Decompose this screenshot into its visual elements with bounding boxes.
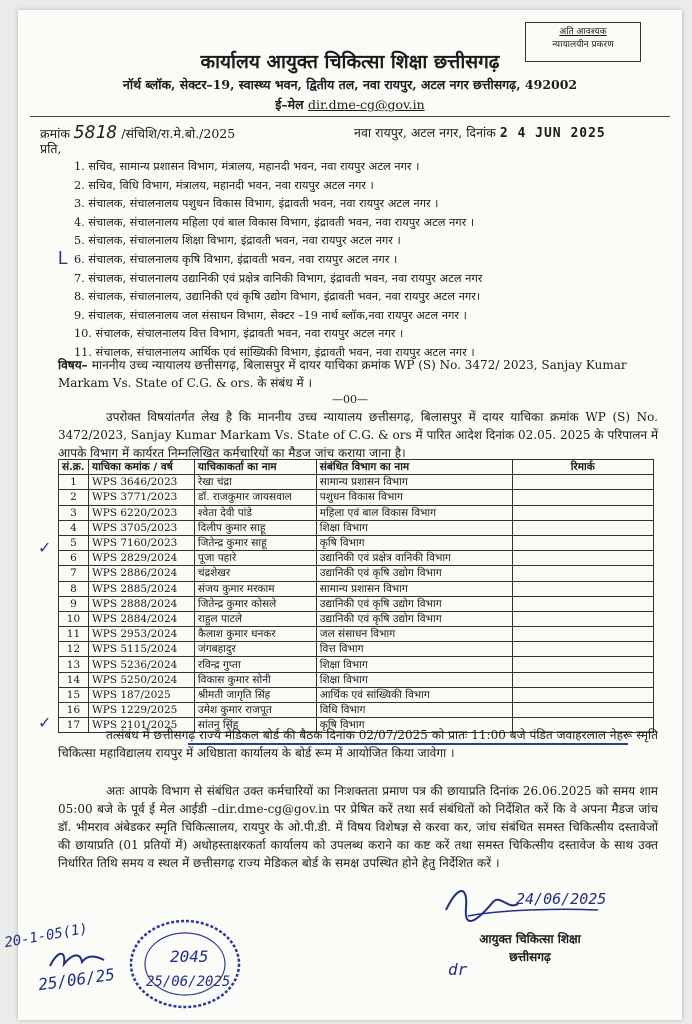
recipient-list	[74, 158, 482, 363]
cell-petitioner: रेखा चंद्रा	[194, 475, 316, 490]
recipient-item: 1. सचिव, सामान्य प्रशासन विभाग, मंत्रालय, महानदी भवन, नवा रायपुर अटल नगर ।	[74, 160, 420, 173]
cell-sno: 5	[59, 535, 89, 550]
ref-suffix: /संचिशि/रा.मे.बो./2025	[121, 126, 236, 141]
cell-remark	[512, 627, 654, 642]
table-row	[59, 566, 654, 581]
col-petition: याचिका कमांक / वर्ष	[88, 460, 194, 475]
recipient-item: 10. संचालक, संचालनालय वित्त विभाग, इंद्रावती भवन, नवा रायपुर अटल नगर ।	[74, 327, 404, 341]
cell-petitioner: श्वेता देवी पांडे	[194, 505, 316, 520]
recipient-item: 11. संचालक, संचालनालय आर्थिक एवं सांख्यिकी विभाग, इंद्रावती भवन, नवा रायपुर अटल नगर ।	[74, 345, 475, 359]
handwritten-underline	[188, 743, 628, 745]
cell-petitioner: सांतनु सिंह	[194, 718, 316, 733]
cell-petition: WPS 3705/2023	[88, 520, 194, 535]
cell-petition: WPS 2953/2024	[88, 627, 194, 642]
cell-petition: WPS 3646/2023	[88, 475, 194, 490]
recipient-item: 3. संचालक, संचालनालय पशुधन विकास विभाग, इंद्रावती भवन, नवा रायपुर अटल नगर ।	[74, 197, 439, 211]
col-department: संबंधित विभाग का नाम	[316, 460, 512, 475]
section-divider: —00—	[332, 393, 368, 406]
cell-petition: WPS 3771/2023	[88, 490, 194, 505]
cell-sno: 10	[59, 611, 89, 626]
cell-petition: WPS 5236/2024	[88, 657, 194, 672]
table-row	[59, 551, 654, 566]
signatory-line-2: छत्तीसगढ़	[509, 950, 551, 964]
cell-sno: 3	[59, 505, 89, 520]
cell-sno: 4	[59, 520, 89, 535]
cell-petition: WPS 2101/2025	[88, 718, 194, 733]
cell-department: जल संसाधन विभाग	[316, 627, 512, 642]
cell-remark	[512, 520, 654, 535]
cell-petitioner: जितेन्द्र कुमार कोसले	[194, 596, 316, 611]
cell-petitioner: विकास कुमार सोनी	[194, 672, 316, 687]
cell-department: सामान्य प्रशासन विभाग	[316, 475, 512, 490]
cell-remark	[512, 657, 654, 672]
cell-petition: WPS 1229/2025	[88, 703, 194, 718]
table-row	[59, 657, 654, 672]
subject-text: माननीय उच्च न्यायालय छत्तीसगढ़, बिलासपुर में दायर याचिका क्रमांक WP (S) No. 3472/ 2023, Sanjay Kumar Markam Vs. State of C.G. & ors. के संबंध में ।	[58, 358, 627, 390]
cell-remark	[512, 611, 654, 626]
place-date	[354, 124, 606, 141]
receipt-stamp	[126, 916, 244, 1012]
cell-sno: 14	[59, 672, 89, 687]
cell-sno: 15	[59, 687, 89, 702]
cell-sno: 2	[59, 490, 89, 505]
reference-line	[40, 122, 235, 143]
cell-remark	[512, 505, 654, 520]
office-title: कार्यालय आयुक्त चिकित्सा शिक्षा छत्तीसगढ़	[200, 51, 500, 73]
cell-petition: WPS 5250/2024	[88, 672, 194, 687]
handwritten-initial: dr	[448, 960, 468, 979]
email-link[interactable]: dir.dme-cg@gov.in	[308, 97, 425, 112]
col-remark: रिमार्क	[512, 460, 654, 475]
commissioner-signature	[438, 880, 608, 930]
cell-petition: WPS 187/2025	[88, 687, 194, 702]
cell-remark	[512, 596, 654, 611]
table-row	[59, 611, 654, 626]
cell-petitioner: जंगबहादुर	[194, 642, 316, 657]
cell-petitioner: कैलाश कुमार धनकर	[194, 627, 316, 642]
cell-department: शिक्षा विभाग	[316, 672, 512, 687]
subject-label: विषय–	[58, 358, 88, 372]
cell-petition: WPS 2885/2024	[88, 581, 194, 596]
cell-remark	[512, 475, 654, 490]
ref-prefix: क्रमांक	[40, 126, 70, 141]
cell-remark	[512, 566, 654, 581]
cell-petition: WPS 6220/2023	[88, 505, 194, 520]
intro-paragraph: उपरोक्त विषयांतर्गत लेख है कि माननीय उच्च न्यायालय छत्तीसगढ़, बिलासपुर में दायर याचिका क्रमांक WP (S) No. 3472/2023, Sanjay Kumar Markam Vs. State of C.G. & ors में पारित आदेश दिनांक 02.05. 2025 के परिपालन में आपके विभाग में कार्यरत निम्नलिखित कर्मचारियों का मैेडज जांच कराया जाना है।	[58, 410, 658, 460]
table-row	[59, 627, 654, 642]
cell-department: उद्यानिकी एवं कृषि उद्योग विभाग	[316, 596, 512, 611]
table-row	[59, 520, 654, 535]
cell-remark	[512, 642, 654, 657]
tag-line-1: अति आवश्यक	[559, 27, 607, 37]
handwritten-margin-mark: L	[58, 248, 69, 268]
cell-sno: 16	[59, 703, 89, 718]
cell-remark	[512, 687, 654, 702]
recipient-item: 9. संचालक, संचालनालय जल संसाधन विभाग, सेक्टर –19 नार्थ ब्लॉक,नवा रायपुर अटल नगर ।	[74, 308, 467, 322]
office-email	[18, 96, 682, 113]
recipient-item: 4. संचालक, संचालनालय महिला एवं बाल विकास विभाग, इंद्रावती भवन, नवा रायपुर अटल नगर ।	[74, 215, 475, 229]
cell-sno: 13	[59, 657, 89, 672]
signature-date: 24/06/2025	[516, 890, 607, 908]
place-date-label: नवा रायपुर, अटल नगर, दिनांक	[354, 125, 496, 140]
table-row	[59, 687, 654, 702]
header-rule	[30, 116, 670, 117]
office-address: नॉर्थ ब्लॉक, सेक्टर–19, स्वास्थ्य भवन, द्वितीय तल, नवा रायपुर, अटल नगर छत्तीसगढ़, 492002	[122, 77, 578, 92]
cell-department: उद्यानिकी एवं कृषि उद्योग विभाग	[316, 566, 512, 581]
cell-petition: WPS 7160/2023	[88, 535, 194, 550]
table-row	[59, 703, 654, 718]
cell-department: उद्यानिकी एवं कृषि उद्योग विभाग	[316, 611, 512, 626]
col-sno: सं.क्र.	[59, 460, 89, 475]
cell-department: कृषि विभाग	[316, 535, 512, 550]
cell-department: उद्यानिकी एवं प्रक्षेत्र वानिकी विभाग	[316, 551, 512, 566]
cell-sno: 8	[59, 581, 89, 596]
cell-remark	[512, 672, 654, 687]
cell-petitioner: राहुल पाटले	[194, 611, 316, 626]
dispatch-date: 2 4 JUN 2025	[499, 126, 606, 141]
cell-petition: WPS 5115/2024	[88, 642, 194, 657]
recipient-item: 8. संचालक, संचालनालय, उद्यानिकी एवं कृषि उद्योग विभाग, इंद्रावती भवन, नवा रायपुर अटल नगर।	[74, 290, 481, 304]
cell-sno: 11	[59, 627, 89, 642]
cell-department: शिक्षा विभाग	[316, 657, 512, 672]
cell-sno: 6	[59, 551, 89, 566]
table-row	[59, 642, 654, 657]
cell-department: विधि विभाग	[316, 703, 512, 718]
recipient-item: 7. संचालक, संचालनालय उद्यानिकी एवं प्रक्षेत्र वानिकी विभाग, इंद्रावती भवन, नवा रायपुर अटल नगर	[74, 271, 483, 285]
table-row	[59, 672, 654, 687]
cell-sno: 12	[59, 642, 89, 657]
cell-petition: WPS 2829/2024	[88, 551, 194, 566]
cell-petitioner: डॉ. राजकुमार जायसवाल	[194, 490, 316, 505]
handwritten-note-1: 20-1-05(1)	[3, 920, 90, 952]
cell-petition: WPS 2884/2024	[88, 611, 194, 626]
cell-sno: 7	[59, 566, 89, 581]
cell-petitioner: पूजा पहारे	[194, 551, 316, 566]
table-row	[59, 535, 654, 550]
cell-petition: WPS 2888/2024	[88, 596, 194, 611]
col-petitioner: याचिकाकर्ता का नाम	[194, 460, 316, 475]
cell-remark	[512, 535, 654, 550]
stamp-date: 25/06/2025	[146, 974, 231, 990]
employee-table	[58, 459, 654, 733]
meeting-paragraph: तत्संबंध में छत्तीसगढ़ राज्य मेडिकल बोर्ड की बैठक दिनांक 02/07/2025 को प्रातः 11:00 बजे पंडित जवाहरलाल नेहरू स्मृति चिकित्सा महाविद्यालय रायपुर में अधिष्ठाता कार्यालय के बोर्ड रूम में आयोजित किया जावेगा ।	[58, 728, 658, 760]
cell-sno: 9	[59, 596, 89, 611]
cell-remark	[512, 490, 654, 505]
cell-department: वित्त विभाग	[316, 642, 512, 657]
cell-petitioner: श्रीमती जागृति सिंह	[194, 687, 316, 702]
cell-department: शिक्षा विभाग	[316, 520, 512, 535]
stamp-number: 2045	[170, 947, 209, 966]
signatory-line-1: आयुक्त चिकित्सा शिक्षा	[479, 932, 581, 946]
cell-department: कृषि विभाग	[316, 718, 512, 733]
cell-petitioner: चंद्रशेखर	[194, 566, 316, 581]
tag-line-2: न्यायालयीन प्रकरण	[552, 40, 614, 50]
cell-petitioner: उमेश कुमार राजपूत	[194, 703, 316, 718]
cell-department: आर्थिक एवं सांख्यिकी विभाग	[316, 687, 512, 702]
cell-petitioner: जितेन्द्र कुमार साहू	[194, 535, 316, 550]
recipient-item: 6. संचालक, संचालनालय कृषि विभाग, इंद्रावती भवन, नवा रायपुर अटल नगर ।	[74, 252, 398, 266]
handwritten-note-2: 25/06/25	[37, 964, 117, 995]
recipient-item: 5. संचालक, संचालनालय शिक्षा विभाग, इंद्रावती भवन, नवा रायपुर अटल नगर ।	[74, 234, 401, 248]
cell-remark	[512, 551, 654, 566]
cell-department: सामान्य प्रशासन विभाग	[316, 581, 512, 596]
table-row	[59, 581, 654, 596]
table-row	[59, 490, 654, 505]
table-row	[59, 596, 654, 611]
cell-remark	[512, 703, 654, 718]
table-header-row	[59, 460, 654, 475]
cell-petitioner: दिलीप कुमार साहू	[194, 520, 316, 535]
cell-remark	[512, 581, 654, 596]
cell-department: महिला एवं बाल विकास विभाग	[316, 505, 512, 520]
recipient-item: 2. सचिव, विधि विभाग, मंत्रालय, महानदी भवन, नवा रायपुर अटल नगर ।	[74, 178, 374, 192]
check-mark-icon: ✓	[38, 540, 52, 557]
cell-department: पशुधन विकास विभाग	[316, 490, 512, 505]
letter-page	[3, 10, 682, 1020]
cell-sno: 17	[59, 718, 89, 733]
email-label: ई–मेल	[275, 97, 304, 112]
subject-block	[58, 356, 658, 392]
table-row	[59, 505, 654, 520]
check-mark-icon: ✓	[38, 715, 52, 732]
instruction-paragraph: अतः आपके विभाग से संबंधित उक्त कर्मचारियों का निःशक्तता प्रमाण पत्र की छायाप्रति दिनांक 26.06.2025 को समय शाम 05:00 बजे के पूर्व ई मेल आईडी –dir.dme-cg@gov.in पर प्रेषित करें तथा सर्व संबंधितों को निर्देशित करें कि वे अपना मैेडज जांच डॉ. भीमराव अंबेडकर स्मृति चिकित्सालय, रायपुर के ओ.पी.डी. में विषय विशेषज्ञ से करवा कर, जांच संबंधित समस्त चिकित्सीय दस्तावेजों की छायाप्रति (01 प्रतियों में) अधोहस्ताक्षरकर्ता कार्यालय को उपलब्ध कराने का कष्ट करें तथा समस्त चिकित्सीय दस्तावेज के साथ उक्त निर्धारित तिथि समय व स्थल में छत्तीसगढ़ राज्य मेडिकल बोर्ड के समक्ष उपस्थित होने हेतु निर्देशित करें ।	[58, 784, 658, 870]
table-row	[59, 475, 654, 490]
cell-sno: 1	[59, 475, 89, 490]
cell-petition: WPS 2886/2024	[88, 566, 194, 581]
cell-petitioner: संजय कुमार मरकाम	[194, 581, 316, 596]
cell-petitioner: रविन्द्र गुप्ता	[194, 657, 316, 672]
ref-number: 5818	[73, 122, 118, 143]
to-label: प्रति,	[40, 141, 62, 156]
